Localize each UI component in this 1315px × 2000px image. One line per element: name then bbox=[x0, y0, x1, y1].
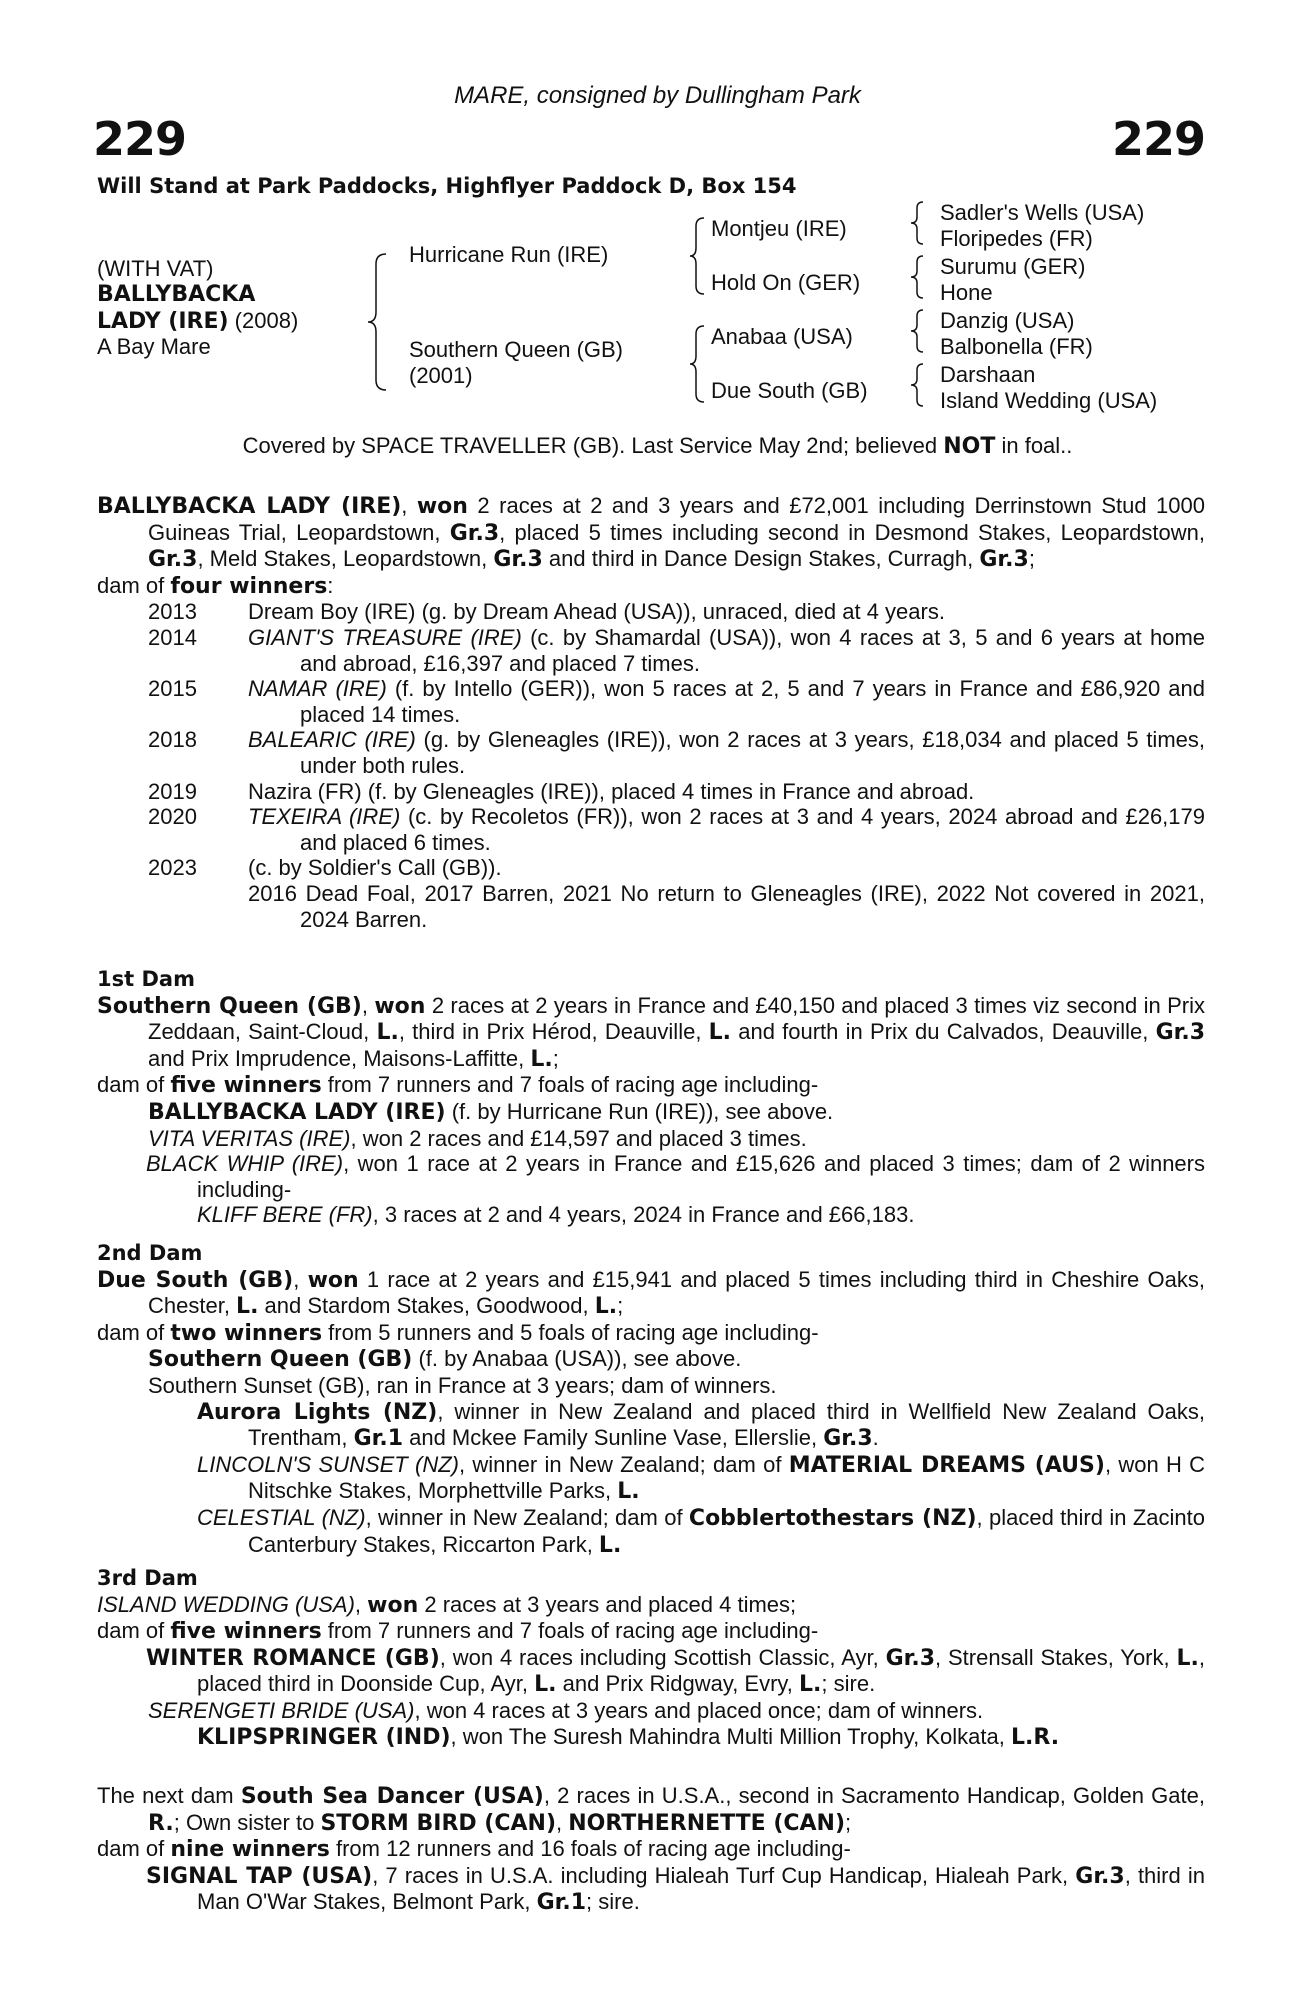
sire: Hurricane Run (IRE) bbox=[409, 242, 609, 267]
vat-note: (WITH VAT) bbox=[97, 256, 214, 281]
sds: Surumu (GER) bbox=[940, 254, 1086, 279]
brace-icon bbox=[688, 324, 708, 404]
stand-location: Will Stand at Park Paddocks, Highflyer Paddock D, Box 154 bbox=[97, 174, 797, 198]
progeny-entry: TEXEIRA (IRE) (c. by Recoletos (FR)), won 2 races at 3 and 4 years, 2024 abroad and £26,179 and placed 6 times. bbox=[248, 804, 1205, 855]
brace-icon bbox=[909, 254, 927, 300]
progeny-entry: BALEARIC (IRE) (g. by Gleneagles (IRE)), won 2 races at 3 years, £18,034 and placed 5 times, under both rules. bbox=[248, 727, 1205, 778]
second-dam-section bbox=[97, 1241, 1205, 1558]
lot-number-left: 229 bbox=[93, 112, 187, 166]
dam-of-line: dam of five winners from 7 runners and 7 foals of racing age including- bbox=[97, 1618, 819, 1645]
produce-entry: WINTER ROMANCE (GB), won 4 races including Scottish Classic, Ayr, Gr.3, Strensall Stakes, York, L., placed third in Doonside Cup, Ayr, L. and Prix Ridgway, Evry, L.; sire. bbox=[146, 1644, 1205, 1698]
section-heading: 3rd Dam bbox=[97, 1566, 198, 1590]
sdd: Hone bbox=[940, 280, 993, 305]
brace-icon bbox=[909, 200, 927, 246]
horse-name-line2: LADY (IRE) (2008) bbox=[97, 308, 299, 334]
dsd: Balbonella (FR) bbox=[940, 334, 1093, 359]
next-dam-section bbox=[97, 1783, 1205, 1916]
sire-dam: Hold On (GER) bbox=[711, 270, 861, 295]
dam-dam: Due South (GB) bbox=[711, 378, 868, 403]
grand-produce-entry: CELESTIAL (NZ), winner in New Zealand; dam of Cobblertothestars (NZ), placed third in Zacinto Canterbury Stakes, Riccarton Park, L. bbox=[197, 1504, 1205, 1558]
progeny-entry: 2016 Dead Foal, 2017 Barren, 2021 No return to Gleneagles (IRE), 2022 Not covered in 2021, 2024 Barren. bbox=[248, 880, 1205, 932]
brace-icon bbox=[909, 308, 927, 354]
produce-entry: SIGNAL TAP (USA), 7 races in U.S.A. including Hialeah Turf Cup Handicap, Hialeah Park, Gr.3, third in Man O'War Stakes, Belmont Park, Gr.1; sire. bbox=[146, 1862, 1205, 1916]
progeny-entry: (c. by Soldier's Call (GB)). bbox=[248, 855, 502, 881]
progeny-year: 2013 bbox=[148, 599, 197, 625]
dam-record: ISLAND WEDDING (USA), won 2 races at 3 years and placed 4 times; bbox=[97, 1591, 797, 1618]
dss: Danzig (USA) bbox=[940, 308, 1075, 333]
dam-of-line: dam of two winners from 5 runners and 5 foals of racing age including- bbox=[97, 1319, 819, 1346]
progeny-year: 2015 bbox=[148, 676, 197, 702]
dam-record: Southern Queen (GB), won 2 races at 2 years in France and £40,150 and placed 3 times viz second in Prix Zeddaan, Saint-Cloud, L., third in Prix Hérod, Deauville, L. and fourth in Prix du Calvados, Deauville, Gr.3 and Prix Imprudence, Maisons-Laffitte, L.; bbox=[97, 992, 1205, 1072]
progeny-list bbox=[97, 599, 1205, 932]
section-heading: 2nd Dam bbox=[97, 1241, 203, 1265]
grand-produce-entry: KLIFF BERE (FR), 3 races at 2 and 4 years, 2024 in France and £66,183. bbox=[197, 1202, 915, 1228]
grand-produce-entry: KLIPSPRINGER (IND), won The Suresh Mahindra Multi Million Trophy, Kolkata, L.R. bbox=[197, 1723, 1060, 1750]
ssd: Floripedes (FR) bbox=[940, 226, 1093, 251]
dam-of-line: dam of nine winners from 12 runners and 16 foals of racing age including- bbox=[97, 1836, 851, 1863]
third-dam-section bbox=[97, 1566, 1205, 1750]
progeny-year: 2019 bbox=[148, 778, 197, 804]
progeny-year bbox=[148, 881, 248, 932]
progeny-entry: NAMAR (IRE) (f. by Intello (GER)), won 5 races at 2, 5 and 7 years in France and £86,920 and placed 14 times. bbox=[248, 676, 1205, 727]
progeny-year: 2018 bbox=[148, 727, 197, 753]
produce-entry: BALLYBACKA LADY (IRE) (f. by Hurricane Run (IRE)), see above. bbox=[148, 1098, 834, 1125]
first-dam-section bbox=[97, 967, 1205, 1228]
horse-name-line1: BALLYBACKA bbox=[97, 282, 256, 307]
dam-sire: Anabaa (USA) bbox=[711, 324, 853, 349]
brace-icon bbox=[366, 252, 390, 392]
progeny-year: 2014 bbox=[148, 624, 197, 650]
produce-entry: VITA VERITAS (IRE), won 2 races and £14,597 and placed 3 times. bbox=[148, 1125, 807, 1151]
sss: Sadler's Wells (USA) bbox=[940, 200, 1145, 225]
produce-entry: Southern Queen (GB) (f. by Anabaa (USA)), see above. bbox=[148, 1346, 742, 1373]
covering-note: Covered by SPACE TRAVELLER (GB). Last Service May 2nd; believed NOT in foal.. bbox=[242, 433, 1073, 459]
dam-record: Due South (GB), won 1 race at 2 years and £15,941 and placed 5 times including third in Cheshire Oaks, Chester, L. and Stardom Stakes, Goodwood, L.; bbox=[97, 1266, 1205, 1320]
brace-icon bbox=[688, 216, 708, 296]
progeny-year: 2020 bbox=[148, 804, 197, 830]
produce-entry: BLACK WHIP (IRE), won 1 race at 2 years in France and £15,626 and placed 3 times; dam of 2 winners including- bbox=[146, 1151, 1205, 1202]
lot-number-right: 229 bbox=[1111, 112, 1205, 166]
pedigree-table bbox=[0, 200, 1315, 425]
dam: Southern Queen (GB) bbox=[409, 337, 624, 362]
consigner-line: MARE, consigned by Dullingham Park bbox=[454, 82, 861, 109]
next-dam-record: The next dam South Sea Dancer (USA), 2 races in U.S.A., second in Sacramento Handicap, Golden Gate, R.; Own sister to STORM BIRD (CAN), NORTHERNETTE (CAN); bbox=[97, 1783, 1205, 1836]
grand-produce-entry: LINCOLN'S SUNSET (NZ), winner in New Zealand; dam of MATERIAL DREAMS (AUS), won H C Nitschke Stakes, Morphettville Parks, L. bbox=[197, 1451, 1205, 1505]
progeny-entry: Dream Boy (IRE) (g. by Dream Ahead (USA)), unraced, died at 4 years. bbox=[248, 599, 945, 625]
dam-of-line: dam of five winners from 7 runners and 7 foals of racing age including- bbox=[97, 1072, 819, 1099]
sire-sire: Montjeu (IRE) bbox=[711, 216, 847, 241]
dds: Darshaan bbox=[940, 362, 1036, 387]
progeny-entry: Nazira (FR) (f. by Gleneagles (IRE)), placed 4 times in France and abroad. bbox=[248, 778, 975, 804]
produce-entry: Southern Sunset (GB), ran in France at 3 years; dam of winners. bbox=[148, 1372, 777, 1398]
mare-record: BALLYBACKA LADY (IRE), won 2 races at 2 and 3 years and £72,001 including Derrinstown Stud 1000 Guineas Trial, Leopardstown, Gr.3, placed 5 times including second in Desmond Stakes, Leopardstown, Gr.3, Meld Stakes, Leopardstown, Gr.3 and third in Dance Design Stakes, Curragh, Gr.3; bbox=[97, 493, 1205, 573]
produce-entry: SERENGETI BRIDE (USA), won 4 races at 3 years and placed once; dam of winners. bbox=[148, 1697, 984, 1723]
dam-of-line: dam of four winners: bbox=[97, 572, 334, 599]
horse-description: A Bay Mare bbox=[97, 334, 211, 359]
main-mare-section bbox=[97, 493, 1205, 932]
dam-year: (2001) bbox=[409, 363, 473, 388]
progeny-entry: GIANT'S TREASURE (IRE) (c. by Shamardal (USA)), won 4 races at 3, 5 and 6 years at home and abroad, £16,397 and placed 7 times. bbox=[248, 624, 1206, 676]
progeny-year: 2023 bbox=[148, 855, 197, 881]
ddd: Island Wedding (USA) bbox=[940, 388, 1158, 413]
grand-produce-entry: Aurora Lights (NZ), winner in New Zealand and placed third in Wellfield New Zealand Oaks, Trentham, Gr.1 and Mckee Family Sunline Vase, Ellerslie, Gr.3. bbox=[197, 1398, 1205, 1452]
section-heading: 1st Dam bbox=[97, 967, 195, 991]
brace-icon bbox=[909, 362, 927, 408]
